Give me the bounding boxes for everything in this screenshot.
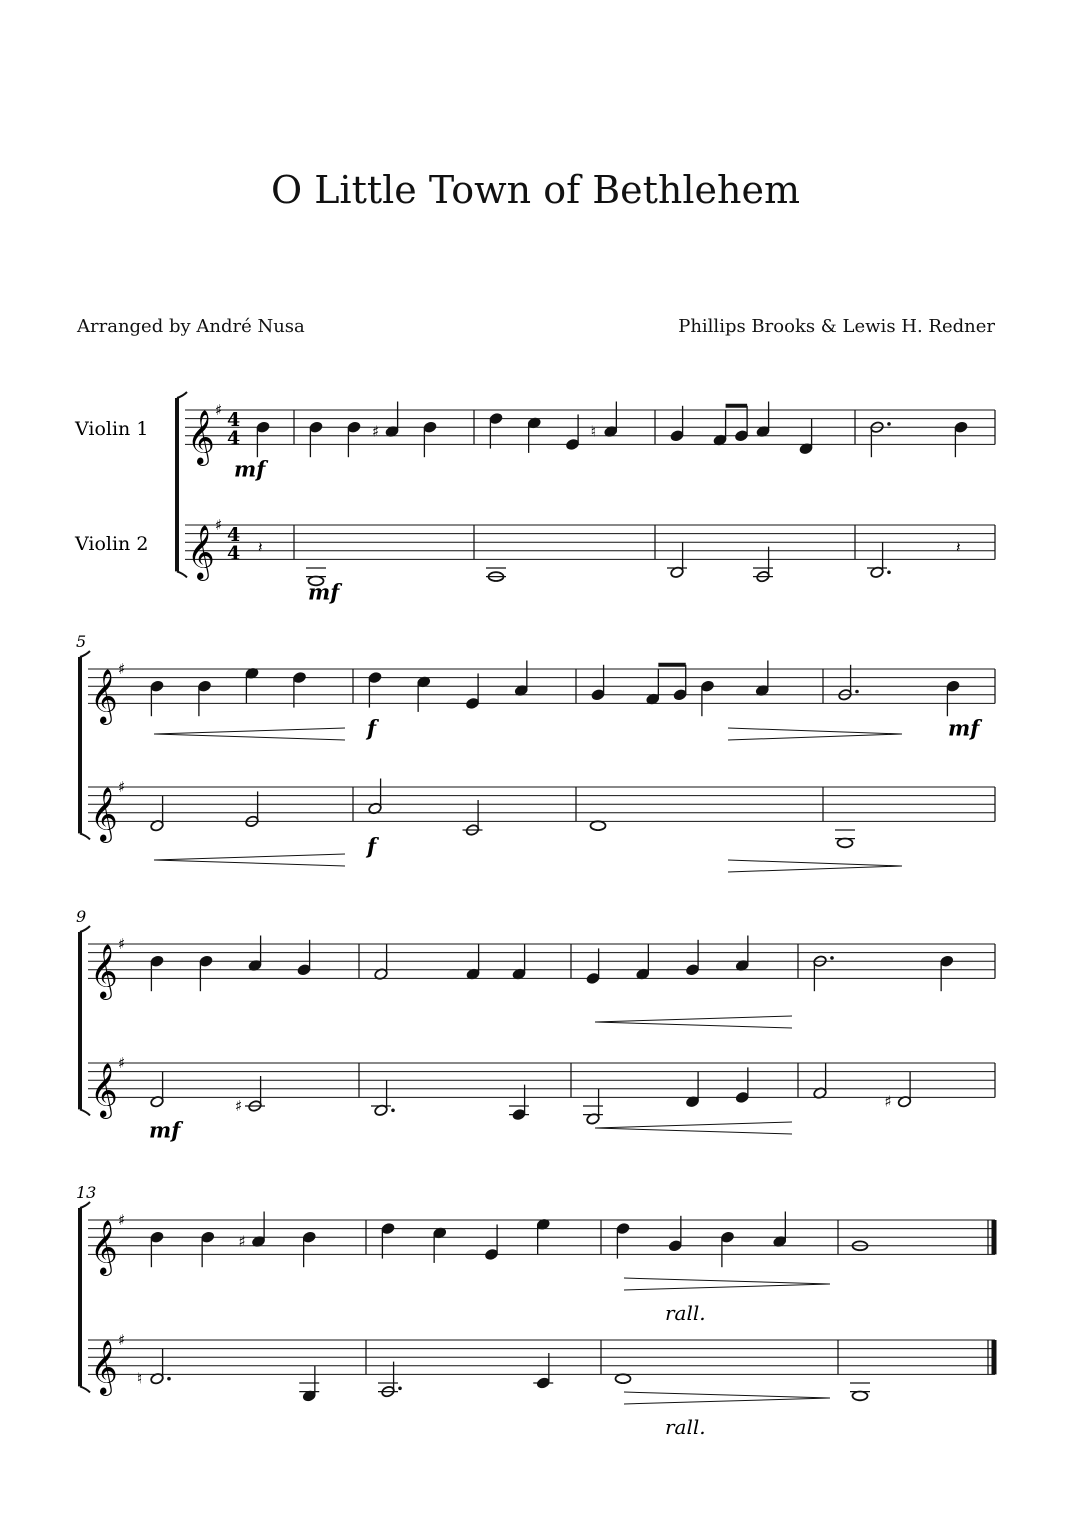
dynamic-f: f bbox=[367, 833, 377, 859]
system-bracket bbox=[80, 1386, 90, 1392]
measure-number: 9 bbox=[76, 907, 87, 926]
sharp-accidental-icon: ♯ bbox=[235, 1097, 243, 1115]
time-sig-top: 4 bbox=[227, 409, 241, 432]
quarter-rest-icon: 𝄽 bbox=[956, 538, 961, 557]
time-sig-bottom: 4 bbox=[227, 427, 241, 450]
measure-number: 13 bbox=[76, 1183, 97, 1202]
augmentation-dot bbox=[167, 1377, 171, 1381]
tempo-text-rall: rall. bbox=[665, 1415, 706, 1439]
sharp-accidental-icon: ♯ bbox=[884, 1092, 892, 1111]
augmentation-dot bbox=[855, 690, 859, 694]
time-sig-top: 4 bbox=[227, 524, 241, 547]
decrescendo-hairpin bbox=[624, 1278, 830, 1284]
sharp-accidental-icon: ♯ bbox=[238, 1232, 246, 1251]
score-title: O Little Town of Bethlehem bbox=[270, 168, 801, 212]
key-sharp-icon: ♯ bbox=[118, 1054, 126, 1072]
measure-number: 5 bbox=[76, 632, 87, 651]
decrescendo-hairpin bbox=[624, 1284, 830, 1290]
augmentation-dot bbox=[391, 1109, 395, 1113]
crescendo-hairpin bbox=[154, 728, 345, 734]
natural-accidental-icon: ♮ bbox=[137, 1369, 143, 1388]
decrescendo-hairpin bbox=[728, 866, 902, 872]
crescendo-hairpin bbox=[154, 854, 345, 860]
key-sharp-icon: ♯ bbox=[118, 778, 126, 796]
sharp-accidental-icon: ♯ bbox=[372, 422, 380, 441]
crescendo-hairpin bbox=[595, 1016, 792, 1022]
augmentation-dot bbox=[887, 422, 891, 426]
crescendo-hairpin bbox=[595, 1022, 792, 1028]
key-sharp-icon: ♯ bbox=[215, 401, 223, 419]
system-bracket bbox=[80, 1109, 90, 1115]
natural-accidental-icon: ♮ bbox=[590, 422, 597, 441]
key-sharp-icon: ♯ bbox=[118, 935, 126, 953]
key-sharp-icon: ♯ bbox=[118, 660, 126, 678]
system-bracket bbox=[177, 392, 187, 398]
treble-clef-icon: 𝄞 bbox=[90, 943, 118, 999]
arranger-credit: Arranged by André Nusa bbox=[77, 316, 305, 337]
treble-clef-icon: 𝄞 bbox=[90, 668, 118, 724]
key-sharp-icon: ♯ bbox=[118, 1331, 126, 1349]
treble-clef-icon: 𝄞 bbox=[90, 1062, 118, 1118]
crescendo-hairpin bbox=[595, 1122, 792, 1128]
decrescendo-hairpin bbox=[624, 1398, 830, 1404]
system-bracket bbox=[80, 1202, 90, 1208]
treble-clef-icon: 𝄞 bbox=[90, 1339, 118, 1395]
augmentation-dot bbox=[887, 571, 891, 575]
key-sharp-icon: ♯ bbox=[215, 516, 223, 534]
system-bracket bbox=[80, 926, 90, 932]
composer-credit: Phillips Brooks & Lewis H. Redner bbox=[678, 316, 995, 337]
augmentation-dot bbox=[398, 1387, 402, 1391]
system-bracket bbox=[80, 651, 90, 657]
tempo-text-rall: rall. bbox=[665, 1301, 706, 1325]
note-head bbox=[591, 821, 606, 830]
crescendo-hairpin bbox=[154, 860, 345, 866]
dynamic-mf: mf bbox=[308, 579, 340, 605]
decrescendo-hairpin bbox=[624, 1392, 830, 1398]
dynamic-f: f bbox=[367, 715, 377, 741]
instrument-label-violin2: Violin 2 bbox=[75, 533, 149, 555]
treble-clef-icon: 𝄞 bbox=[90, 786, 118, 842]
crescendo-hairpin bbox=[154, 734, 345, 740]
decrescendo-hairpin bbox=[728, 734, 902, 740]
system-bracket bbox=[177, 571, 187, 577]
decrescendo-hairpin bbox=[728, 728, 902, 734]
dynamic-mf: mf bbox=[234, 456, 266, 482]
treble-clef-icon: 𝄞 bbox=[187, 524, 215, 580]
system-bracket bbox=[80, 833, 90, 839]
treble-clef-icon: 𝄞 bbox=[90, 1219, 118, 1275]
crescendo-hairpin bbox=[595, 1128, 792, 1134]
note-head bbox=[853, 1392, 868, 1401]
note-head bbox=[838, 839, 853, 848]
treble-clef-icon: 𝄞 bbox=[187, 409, 215, 465]
dynamic-mf: mf bbox=[149, 1117, 181, 1143]
dynamic-mf: mf bbox=[948, 715, 980, 741]
augmentation-dot bbox=[830, 956, 834, 960]
note-head bbox=[616, 1374, 631, 1383]
decrescendo-hairpin bbox=[728, 860, 902, 866]
instrument-label-violin1: Violin 1 bbox=[75, 418, 149, 440]
quarter-rest-icon: 𝄽 bbox=[258, 538, 263, 557]
time-sig-bottom: 4 bbox=[227, 542, 241, 565]
key-sharp-icon: ♯ bbox=[118, 1211, 126, 1229]
